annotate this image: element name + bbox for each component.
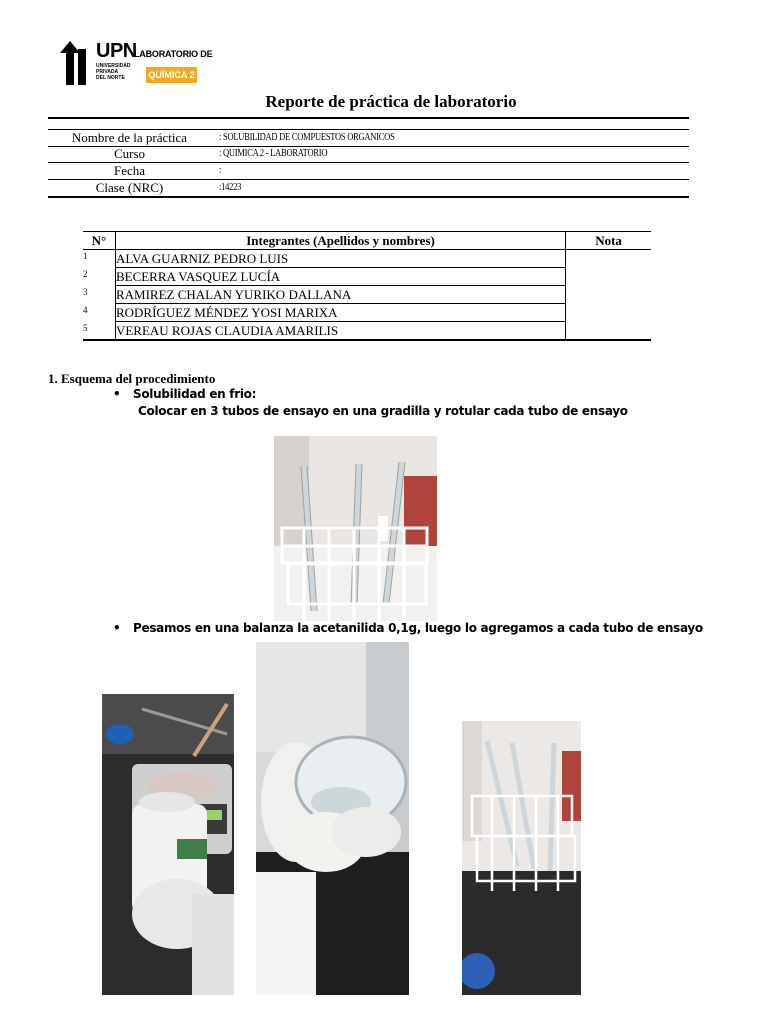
header-grade: Nota [566,232,651,250]
members-table [83,231,651,339]
info-row-course: Curso : QUIMICA 2 - LABORATORIO [48,146,689,163]
row-number: 1 [83,250,115,268]
photo-watch-glass [256,642,409,995]
step-text-tubes: Colocar en 3 tubos de ensayo en una gradilla y rotular cada tubo de ensayo [138,404,628,418]
logo-lab-label: LABORATORIO DE [134,49,213,59]
photo-test-tubes-rack [274,436,437,621]
bullet-icon: • [113,387,121,401]
logo-subtitle: UNIVERSIDAD PRIVADA DEL NORTE [96,63,131,81]
member-name: ALVA GUARNIZ PEDRO LUIS [115,250,565,268]
row-number: 4 [83,304,115,322]
photo-tubes-with-solid [462,721,581,995]
logo-subject-badge: QUÍMICA 2 [146,67,197,83]
header-members: Integrantes (Apellidos y nombres) [115,232,565,250]
bullet-weighing: Pesamos en una balanza la acetanilida 0,1g, luego lo agregamos a cada tubo de ensayo [133,621,703,635]
member-name: RODRÍGUEZ MÉNDEZ YOSI MARIXA [115,304,565,322]
header-number: N° [83,232,115,250]
upn-logo [60,40,213,87]
upn-arrow-icon [60,41,94,85]
member-name: VEREAU ROJAS CLAUDIA AMARILIS [115,322,565,341]
row-number: 3 [83,286,115,304]
section-heading: 1. Esquema del procedimiento [48,371,216,386]
info-row-class: Clase (NRC) :14223 [48,180,689,198]
members-header-row [83,232,651,250]
row-number: 2 [83,268,115,286]
page-title: Reporte de práctica de laboratorio [265,92,517,111]
grade-cell [566,250,651,341]
bullet-cold-solubility: Solubilidad en frio: [133,387,257,401]
info-row-practice: Nombre de la práctica : SOLUBILIDAD DE COMPUESTOS ORGANICOS [48,129,689,147]
row-number: 5 [83,322,115,341]
table-row [83,250,651,268]
photo-balance [102,694,234,995]
bullet-icon: • [113,621,121,635]
info-row-date: Fecha : [48,163,689,180]
logo-brand: UPN [96,40,137,62]
member-name: RAMIREZ CHALAN YURIKO DALLANA [115,286,565,304]
member-name: BECERRA VASQUEZ LUCÍA [115,268,565,286]
